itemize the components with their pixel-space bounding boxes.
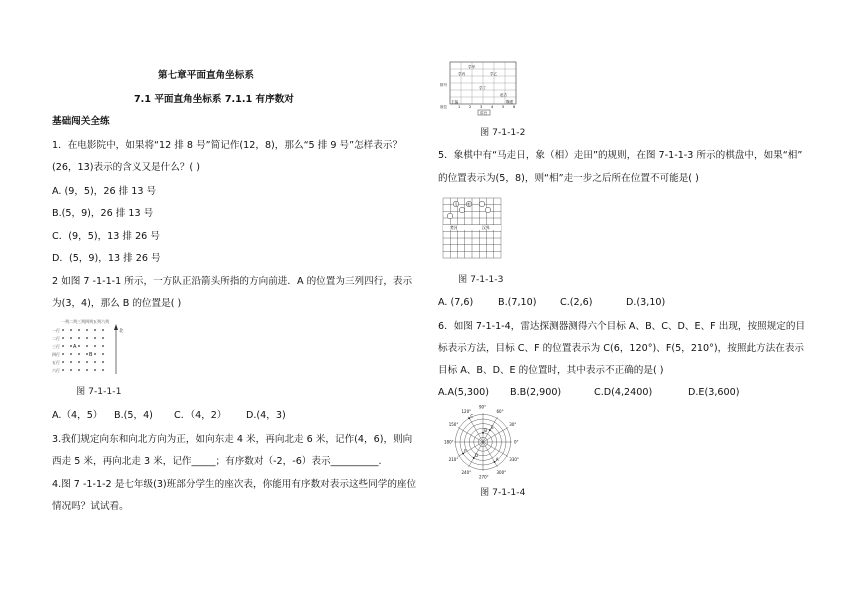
fig1-row-label: 二行 [52, 336, 60, 341]
fig4-target-label: D [475, 453, 479, 459]
fig1-soldier-dot [78, 353, 80, 355]
fig4-spoke [483, 442, 508, 457]
q1-option-d: D．(5，9)，13 排 26 号 [52, 253, 161, 264]
fig1-col-label: 三列 [77, 319, 85, 324]
q2-option-b: B.(5，4) [114, 410, 153, 421]
fig4-angle-label: 0° [514, 439, 519, 445]
q6-line3: 目标 A、B、D、E 的位置时，其中表示不正确的是( ) [438, 365, 664, 376]
fig2-x-tick: 3 [480, 105, 483, 109]
fig4-angle-label: 210° [448, 457, 459, 462]
q2-line1: 2 如图 7 -1-1-1 所示，一方队正沿箭头所指的方向前进．A 的位置为三列四行，表示 [52, 276, 413, 287]
q5-option-b: B.(7,10) [498, 297, 537, 308]
fig4-angle-label: 30° [509, 422, 517, 427]
fig1-soldier-dot [62, 329, 64, 331]
fig2-student: 赵古 [500, 93, 508, 97]
fig1-soldier-dot [86, 337, 88, 339]
fig4-caption: 图 7-1-1-4 [480, 487, 526, 498]
fig1-soldier-dot [94, 337, 96, 339]
q1-option-a: A. (9，5)，26 排 13 号 [52, 186, 157, 197]
fig1-soldier-dot [86, 329, 88, 331]
fig1-soldier-dot [62, 361, 64, 363]
fig1-soldier-dot [62, 369, 64, 371]
q6-line1: 6．如图 7-1-1-4，雷达探测器测得六个目标 A、B、C、D、E、F 出现，按照规定的目 [438, 321, 806, 332]
fig1-row-label: 六行 [52, 368, 60, 373]
fig1-soldier-dot [70, 361, 72, 363]
q6-option-b: B.B(2,900) [510, 387, 562, 398]
fig1-soldier-dot [78, 337, 80, 339]
fig1-row-label: 三行 [52, 344, 60, 349]
figure-seating-chart [438, 60, 522, 120]
fig2-x-tick: 1 [458, 105, 461, 109]
fig1-soldier-dot [78, 345, 80, 347]
fig1-soldier-dot [62, 345, 64, 347]
q6-line2: 标表示方法，目标 C、F 的位置表示为 C(6，120°)、F(5，210°)，按照此方法在表示 [438, 343, 805, 354]
q2-option-c: C．（4，2） [174, 410, 227, 421]
q2-option-d: D.(4，3) [246, 410, 286, 421]
fig3-river-label: 楚河 [450, 225, 458, 230]
q5-option-c: C.(2,6) [560, 297, 593, 308]
fig1-col-label: 四列 [85, 319, 93, 324]
fig2-student: 学丙 [458, 72, 466, 76]
fig1-soldier-dot [102, 369, 104, 371]
fig4-target-label: F [464, 448, 467, 454]
fig1-soldier-dot [102, 345, 104, 347]
q2-line2: 为(3，4)，那么 B 的位置是( ) [52, 298, 182, 309]
fig1-soldier-dot [94, 345, 96, 347]
fig3-caption: 图 7-1-1-3 [458, 274, 504, 285]
fig1-soldier-dot [70, 345, 72, 347]
fig2-student: 学甲 [468, 65, 476, 69]
fig1-soldier-dot [78, 361, 80, 363]
fig4-angle-label: 330° [509, 457, 519, 462]
fig1-arrow-label: 北 [119, 329, 124, 334]
fig2-student: 学丁 [479, 86, 487, 90]
fig2-caption: 图 7-1-1-2 [480, 127, 526, 138]
exercise-heading: 基础闯关全练 [52, 116, 110, 127]
fig1-col-label: 二列 [69, 319, 77, 324]
q5-option-a: A. (7,6) [438, 297, 474, 308]
fig1-soldier-dot [70, 329, 72, 331]
fig1-soldier-dot [102, 353, 104, 355]
figure-radar-chart [438, 404, 528, 484]
fig4-spoke [458, 428, 483, 443]
q5-line2: 的位置表示为(5，8)，则“相”走一步之后所在位置不可能是( ) [438, 173, 699, 184]
q6-option-c: C.D(4,2400) [594, 387, 653, 398]
fig1-soldier-dot [70, 369, 72, 371]
fig4-angle-label: 240° [461, 469, 472, 475]
q1-option-b: B.(5，9)，26 排 13 号 [52, 208, 154, 219]
fig2-x-tick: 6 [513, 105, 516, 109]
fig3-piece-horse: 马 [454, 202, 458, 207]
fig1-soldier-dot [70, 353, 72, 355]
fig1-soldier-dot [102, 329, 104, 331]
fig2-student: 王猛 [451, 100, 459, 104]
q6-option-a: A.A(5,300) [438, 387, 489, 398]
fig2-x-tick: 2 [469, 105, 472, 109]
fig4-spoke [483, 442, 498, 467]
fig1-soldier-dot [78, 369, 80, 371]
fig2-axis-label: 座位 [440, 105, 448, 109]
fig4-angle-label: 270° [479, 474, 489, 480]
figure-formation-grid [52, 318, 132, 378]
fig1-row-label: 五行 [52, 360, 60, 365]
fig1-col-label: 六列 [101, 319, 109, 324]
fig1-soldier-dot [86, 361, 88, 363]
fig4-angle-label: 300° [496, 469, 507, 475]
fig1-soldier-dot [62, 353, 64, 355]
section-subtitle: 7.1 平面直角坐标系 7.1.1 有序数对 [134, 94, 294, 105]
fig1-caption: 图 7-1-1-1 [76, 386, 122, 397]
fig1-soldier-dot [86, 353, 88, 355]
fig4-target-label: C [470, 413, 474, 419]
fig4-spoke [458, 442, 483, 457]
fig1-soldier-dot [86, 369, 88, 371]
chapter-title: 第七章平面直角坐标系 [158, 70, 254, 81]
q1-option-c: C．(9，5)，13 排 26 号 [52, 231, 160, 242]
q5-line1: 5．象棋中有“马走日，象（相）走田”的规则，在图 7-1-1-3 所示的棋盘中，如果“相” [438, 150, 803, 161]
fig1-soldier-dot [102, 361, 104, 363]
fig1-soldier-dot [70, 337, 72, 339]
q1-line2: (26，13)表示的含义又是什么？( ) [52, 162, 200, 173]
figure-chessboard [438, 196, 506, 264]
q6-option-d: D.E(3,600) [688, 387, 740, 398]
fig1-soldier-dot [94, 369, 96, 371]
fig2-student: 学乙 [490, 72, 498, 76]
fig3-river-label: 汉界 [482, 225, 490, 230]
fig1-col-label: 五列 [93, 319, 101, 324]
q1-line1: 1．在电影院中，如果将“12 排 8 号”简记作(12，8)，那么“5 排 9 号”怎样表示？ [52, 140, 403, 151]
fig1-mark-b: B [89, 352, 93, 358]
fig1-mark-a: A [73, 344, 77, 350]
fig4-angle-label: 150° [448, 422, 459, 427]
fig1-soldier-dot [62, 337, 64, 339]
q4-line1: 4.图 7 -1-1-2 是七年级(3)班部分学生的座次表，你能用有序数对表示这些同学的座位 [52, 479, 417, 490]
fig4-target-label: A [495, 457, 499, 463]
fig4-angle-label: 90° [479, 404, 487, 410]
fig1-col-label: 一列 [61, 319, 69, 324]
fig2-side-label: 排号 [440, 83, 448, 87]
fig1-soldier-dot [102, 337, 104, 339]
fig3-piece-elephant: 相 [467, 202, 471, 207]
fig1-row-label: 四行 [52, 352, 60, 357]
q2-option-a: A.（4，5） [52, 410, 103, 421]
fig2-x-tick: 4 [491, 105, 494, 109]
fig4-spoke [469, 417, 484, 442]
fig1-soldier-dot [94, 329, 96, 331]
fig1-soldier-dot [78, 329, 80, 331]
fig1-row-label: 一行 [52, 328, 60, 333]
fig4-target-label: E [491, 425, 494, 431]
fig4-angle-label: 120° [461, 409, 472, 415]
fig1-arrow-head-icon [114, 324, 118, 330]
fig2-student: 魏建 [506, 100, 514, 104]
q3-line2: 西走 5 米，再向北走 3 米，记作_____；有序数对（-2，-6）表示__________. [52, 456, 382, 467]
fig4-target-label: B [484, 428, 487, 433]
q3-line1: 3.我们规定向东和向北方向为正，如向东走 4 米，再向北走 6 米，记作(4，6)，则向 [52, 434, 413, 445]
fig2-x-tick: 5 [502, 105, 505, 109]
fig4-angle-label: 180° [444, 439, 454, 445]
fig1-soldier-dot [94, 361, 96, 363]
q5-option-d: D.(3,10) [626, 297, 666, 308]
q4-line2: 情况吗？试试看。 [52, 501, 129, 512]
fig1-soldier-dot [86, 345, 88, 347]
fig4-angle-label: 60° [496, 409, 504, 415]
fig1-soldier-dot [94, 353, 96, 355]
fig2-podium: 讲台 [480, 111, 488, 115]
